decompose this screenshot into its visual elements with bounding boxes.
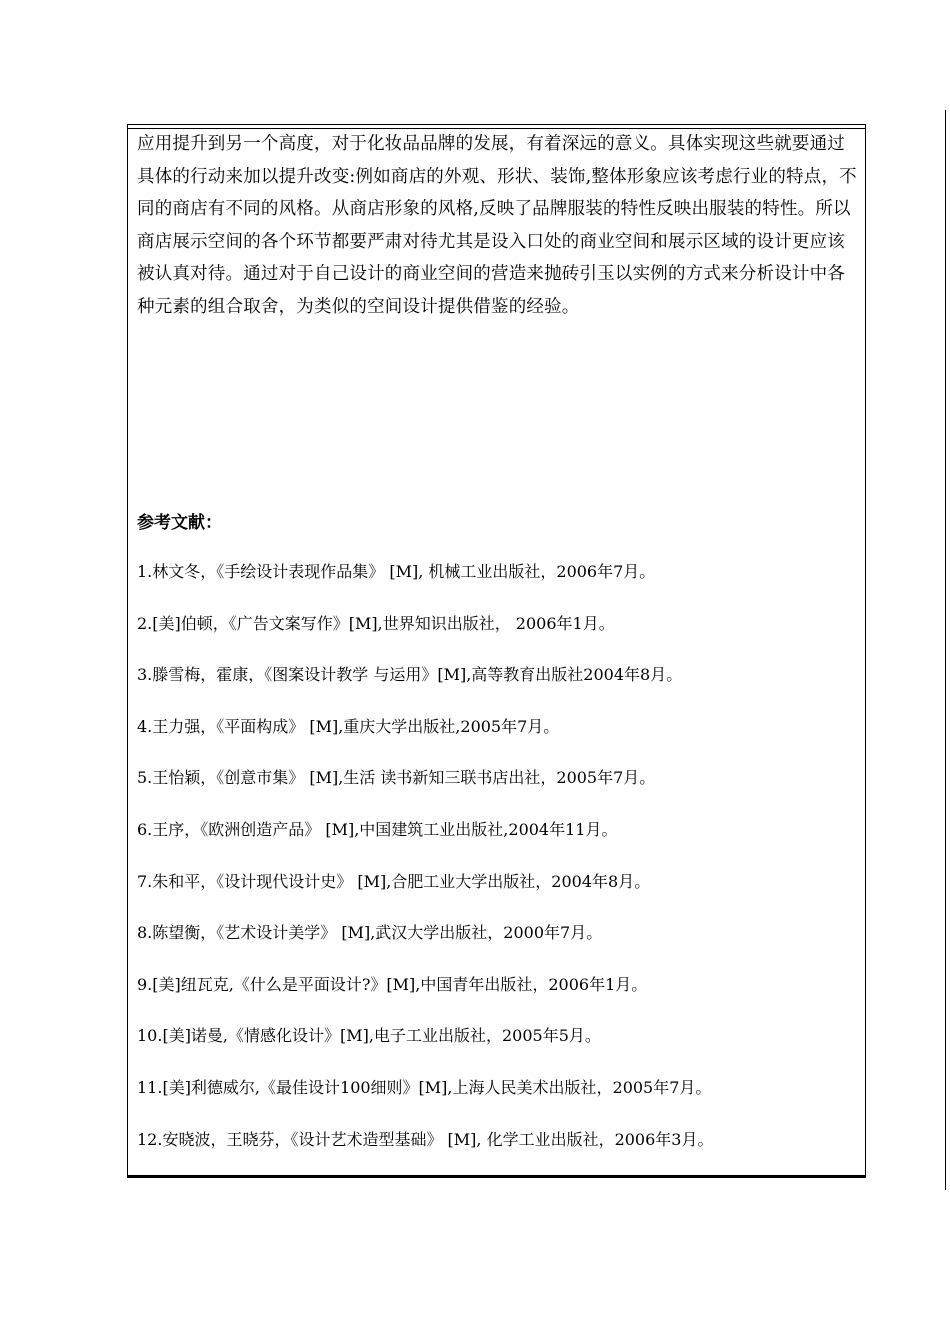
reference-item-10: 10.[美]诺曼,《情感化设计》[M],电子工业出版社，2005年5月。 bbox=[137, 1026, 601, 1046]
reference-item-3: 3.滕雪梅，霍康，《图案设计教学 与运用》[M],高等教育出版社2004年8月。 bbox=[137, 665, 683, 685]
reference-item-11: 11.[美]利德威尔,《最佳设计100细则》[M],上海人民美术出版社，2005年7月。 bbox=[137, 1077, 712, 1097]
page-edge-line bbox=[945, 110, 946, 1190]
reference-item-1: 1.林文冬，《手绘设计表现作品集》 [M], 机械工业出版社，2006年7月。 bbox=[137, 562, 656, 581]
reference-item-12: 12.安晓波，王晓芬，《设计艺术造型基础》 [M], 化学工业出版社，2006年3月。 bbox=[137, 1129, 714, 1149]
references-list bbox=[137, 561, 857, 1180]
reference-item-5: 5.王怡颖，《创意市集》 [M],生活 读书新知三联书店出社，2005年7月。 bbox=[137, 768, 656, 788]
document-content bbox=[137, 128, 857, 1149]
references-heading: 参考文献： bbox=[137, 513, 222, 533]
reference-item-2: 2.[美]伯顿，《广告文案写作》[M],世界知识出版社， 2006年1月。 bbox=[137, 613, 615, 633]
reference-item-8: 8.陈望衡，《艺术设计美学》 [M],武汉大学出版社，2000年7月。 bbox=[137, 923, 603, 943]
body-paragraph: 应用提升到另一个高度，对于化妆品品牌的发展，有着深远的意义。具体实现这些就要通过具体的行动来加以提升改变:例如商店的外观、形状、装饰,整体形象应该考虑行业的特点，不同的商店有不同的风格。从商店形象的风格,反映了品牌服装的特性反映出服装的特性。所以商店展示空间的各个环节都要严肃对待尤其是设入口处的商业空间和展示区域的设计更应该被认真对待。通过对于自己设计的商业空间的营造来抛砖引玉以实例的方式来分析设计中各种元素的组合取舍，为类似的空间设计提供借鉴的经验。 bbox=[137, 134, 857, 317]
reference-item-9: 9.[美]纽瓦克,《什么是平面设计?》[M],中国青年出版社，2006年1月。 bbox=[137, 974, 648, 994]
reference-item-4: 4.王力强，《平面构成》 [M],重庆大学出版社,2005年7月。 bbox=[137, 716, 560, 736]
reference-item-6: 6.王序，《欧洲创造产品》 [M],中国建筑工业出版社,2004年11月。 bbox=[137, 819, 618, 839]
reference-item-7: 7.朱和平，《设计现代设计史》 [M],合肥工业大学出版社，2004年8月。 bbox=[137, 871, 651, 891]
